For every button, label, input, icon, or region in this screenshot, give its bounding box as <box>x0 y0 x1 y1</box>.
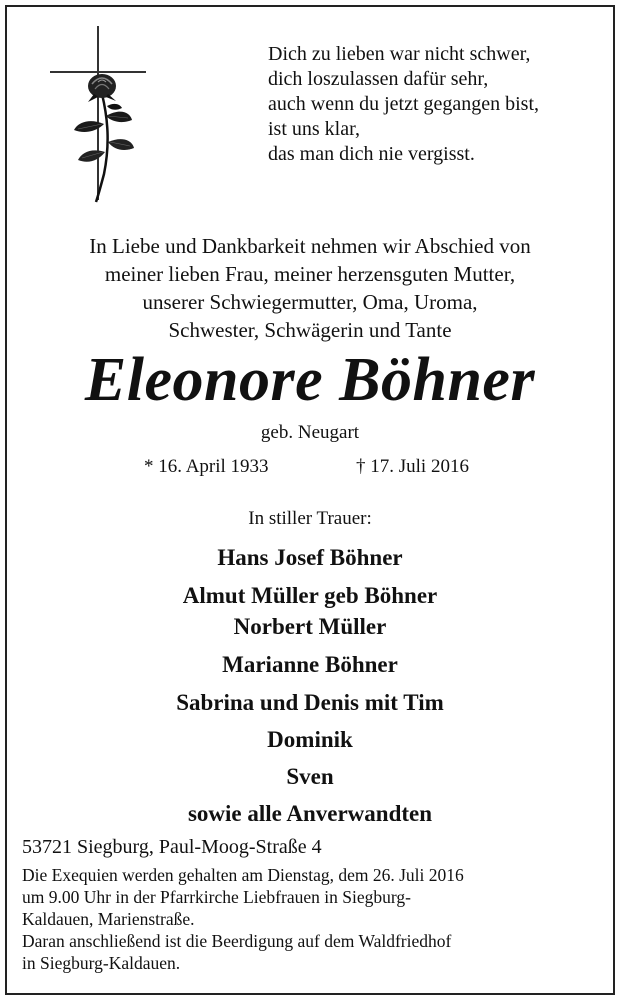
funeral-notice <box>22 864 607 974</box>
intro-line: unserer Schwiegermutter, Oma, Uroma, <box>142 290 478 314</box>
mourner-name: Dominik <box>267 727 353 752</box>
mourner-name: Norbert Müller <box>233 614 387 639</box>
notice-line: Daran anschließend ist die Beerdigung auf dem Waldfriedhof <box>22 931 452 951</box>
birth-date: * 16. April 1933 <box>144 456 269 477</box>
mourner-name: sowie alle Anverwandten <box>187 801 433 826</box>
mourner-name: Sabrina und Denis mit Tim <box>176 690 444 715</box>
poem-line: Dich zu lieben war nicht schwer, <box>268 43 531 65</box>
cross-with-rose-icon <box>48 24 148 204</box>
notice-line: in Siegburg-Kaldauen. <box>22 953 181 973</box>
poem-line: ist uns klar, <box>268 118 360 140</box>
farewell-intro <box>0 232 620 344</box>
mourner-name: Hans Josef Böhner <box>217 545 403 570</box>
mourner-name: Marianne Böhner <box>222 652 398 677</box>
maiden-name: geb. Neugart <box>260 422 360 443</box>
death-date: † 17. Juli 2016 <box>356 456 469 477</box>
mourner-name: Sven <box>286 764 334 789</box>
intro-line: meiner lieben Frau, meiner herzensguten Mutter, <box>104 262 516 286</box>
deceased-name: Eleonore Böhner <box>84 346 536 414</box>
intro-line: In Liebe und Dankbarkeit nehmen wir Abschied von <box>89 234 531 258</box>
poem-line: das man dich nie vergisst. <box>268 143 475 165</box>
mourning-heading: In stiller Trauer: <box>248 508 372 529</box>
notice-line: um 9.00 Uhr in der Pfarrkirche Liebfrauen in Siegburg- <box>22 887 411 907</box>
poem <box>268 42 598 167</box>
mourner-name: Almut Müller geb Böhner <box>182 583 438 608</box>
poem-line: auch wenn du jetzt gegangen bist, <box>268 93 540 115</box>
family-address: 53721 Siegburg, Paul-Moog-Straße 4 <box>22 836 322 858</box>
notice-line: Die Exequien werden gehalten am Dienstag, dem 26. Juli 2016 <box>22 865 464 885</box>
intro-line: Schwester, Schwägerin und Tante <box>168 318 452 342</box>
poem-line: dich loszulassen dafür sehr, <box>268 68 489 90</box>
notice-line: Kaldauen, Marienstraße. <box>22 909 195 929</box>
